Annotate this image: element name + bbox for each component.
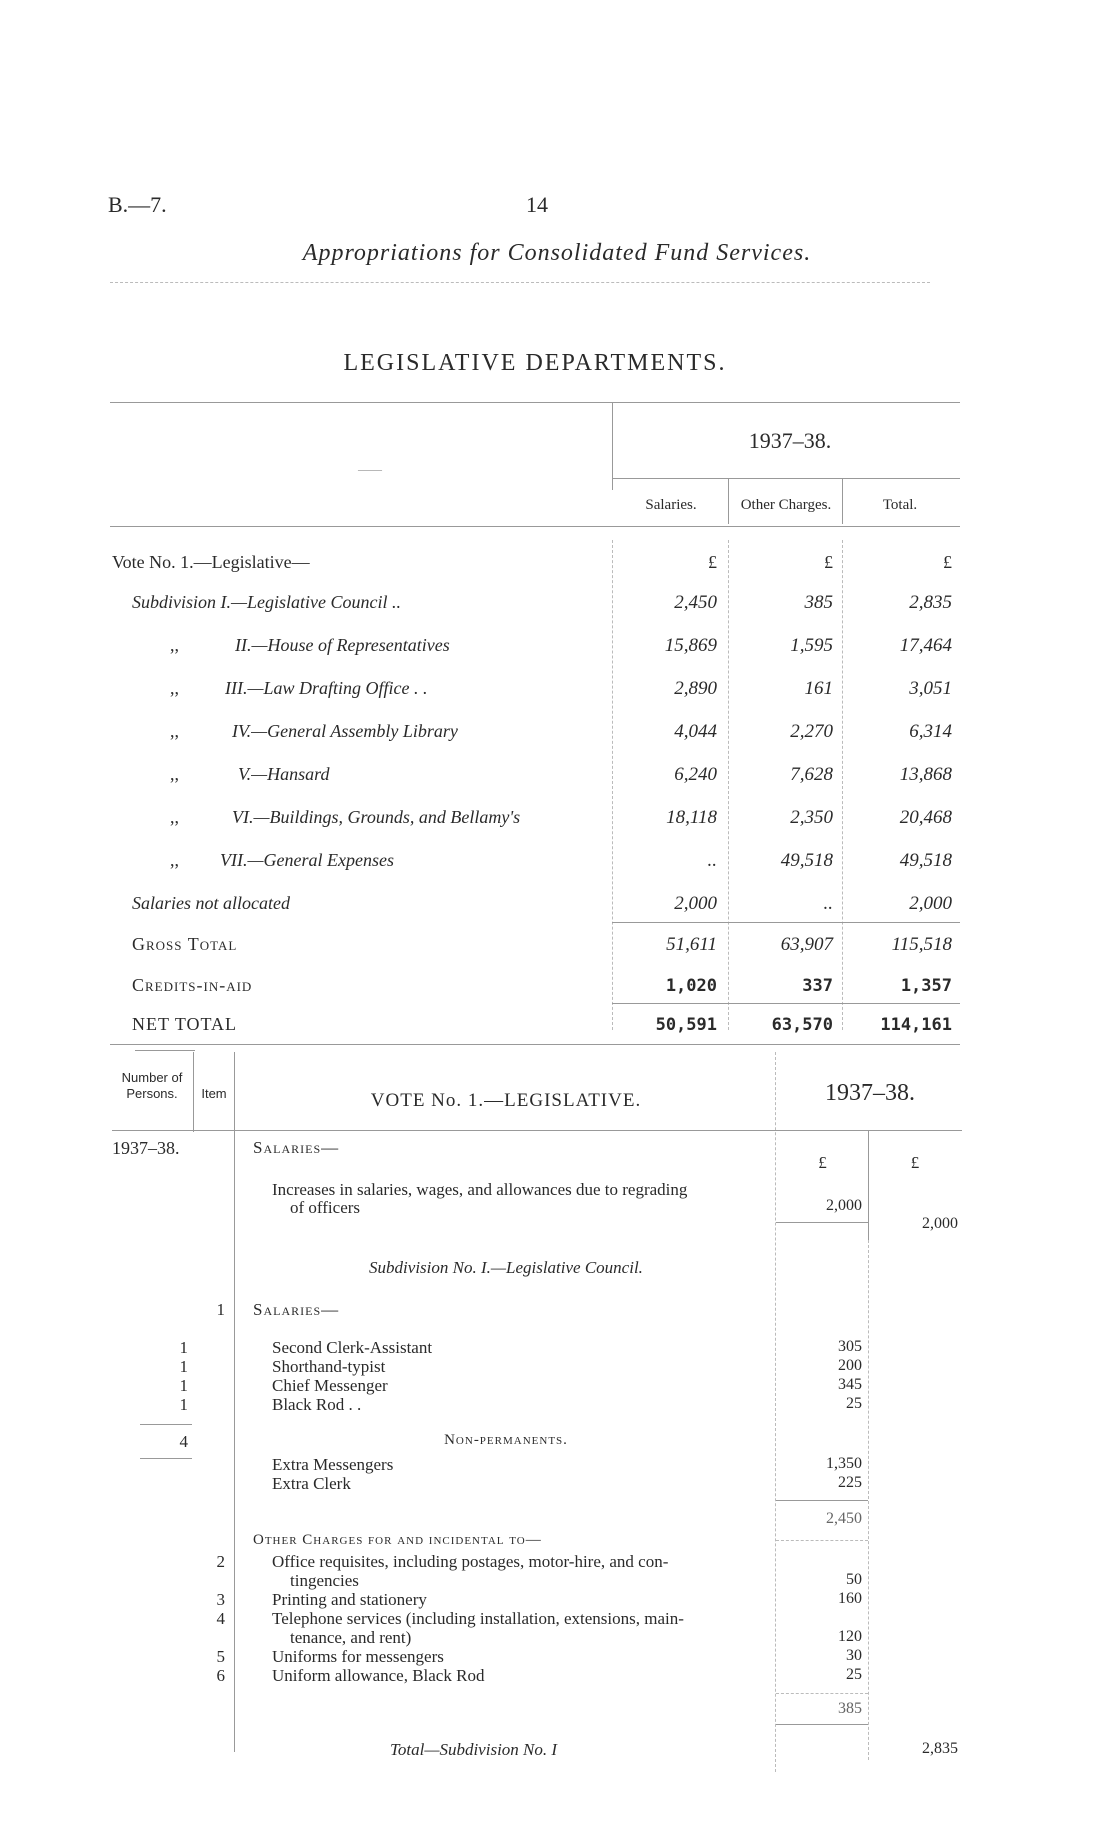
persons-total: 4 xyxy=(179,1432,188,1451)
net-other: 63,570 xyxy=(771,1015,833,1035)
row-other: 7,628 xyxy=(790,764,833,785)
vote-label: Vote No. 1.—Legislative— xyxy=(112,552,310,572)
row-other: 49,518 xyxy=(780,850,833,871)
item-number: 2 xyxy=(216,1552,225,1571)
item-col-sep xyxy=(234,1052,235,1752)
nonperm-label: Extra Clerk xyxy=(272,1474,351,1493)
row-salaries: 2,890 xyxy=(674,678,717,699)
other-item-line-1: Telephone services (including installation, extensions, main- xyxy=(272,1609,684,1628)
other-item-amount: 160 xyxy=(838,1590,862,1607)
summary-year: 1937–38. xyxy=(748,428,832,453)
gross-salaries: 51,611 xyxy=(666,934,717,955)
other-item-line-1: Uniforms for messengers xyxy=(272,1647,444,1666)
row-label: VII.—General Expenses xyxy=(220,850,394,870)
row-total: 3,051 xyxy=(909,678,952,699)
pound-other: £ xyxy=(824,552,833,572)
row-label: V.—Hansard xyxy=(238,764,330,784)
col-header-salaries: Salaries. xyxy=(645,497,697,513)
other-item-line-1: Office requisites, including postages, motor-hire, and con- xyxy=(272,1552,669,1571)
persons-year: 1937–38. xyxy=(112,1138,180,1158)
row-other: 161 xyxy=(804,678,833,699)
nonperm-heading: Non-permanents. xyxy=(444,1432,568,1448)
page-number: 14 xyxy=(526,192,548,217)
credits-total: 1,357 xyxy=(900,976,952,996)
increase-line-2: of officers xyxy=(290,1198,361,1217)
summary-top-rule xyxy=(110,402,960,403)
row-salaries: 2,000 xyxy=(674,893,717,914)
row-label: Salaries not allocated xyxy=(132,893,290,913)
staff-amount: 345 xyxy=(838,1376,862,1393)
ditto-mark: ,, xyxy=(170,678,179,698)
row-other: 385 xyxy=(804,592,833,613)
pound-total: £ xyxy=(943,552,952,572)
row-other: .. xyxy=(823,893,833,914)
item-number: 5 xyxy=(216,1647,225,1666)
persons-rule xyxy=(140,1424,192,1425)
item-number: 1 xyxy=(216,1300,225,1319)
row-label: IV.—General Assembly Library xyxy=(232,721,458,741)
pound-salaries: £ xyxy=(708,552,717,572)
row-label: Subdivision I.—Legislative Council .. xyxy=(132,592,401,612)
row-total: 2,000 xyxy=(909,893,952,914)
col-header-other: Other Charges. xyxy=(740,497,832,513)
staff-amount: 200 xyxy=(838,1357,862,1374)
staff-amount: 25 xyxy=(846,1395,862,1412)
ditto-mark: ,, xyxy=(170,850,179,870)
row-total: 6,314 xyxy=(909,721,952,742)
col-sep-1 xyxy=(728,478,729,524)
gross-other: 63,907 xyxy=(780,934,833,955)
salaries-heading: Salaries— xyxy=(253,1138,340,1157)
staff-label: Black Rod . . xyxy=(272,1395,362,1414)
net-rule xyxy=(612,1003,960,1004)
row-total: 2,835 xyxy=(909,592,952,613)
row-label: III.—Law Drafting Office . . xyxy=(225,678,428,698)
row-salaries: 2,450 xyxy=(674,592,717,613)
other-subtotal-rule xyxy=(776,1693,868,1694)
row-total: 13,868 xyxy=(899,764,952,785)
net-salaries: 50,591 xyxy=(655,1015,717,1035)
ditto-mark: ,, xyxy=(170,807,179,827)
row-total: 20,468 xyxy=(899,807,952,828)
gross-total: 115,518 xyxy=(891,934,952,955)
summary-divider xyxy=(612,402,613,490)
credits-other: 337 xyxy=(802,976,833,996)
row-total: 49,518 xyxy=(899,850,952,871)
amount-col-left xyxy=(775,1052,776,1772)
staff-label: Second Clerk-Assistant xyxy=(272,1338,433,1357)
document-reference: B.—7. xyxy=(108,192,167,217)
item-number: 3 xyxy=(216,1590,225,1609)
row-salaries: .. xyxy=(707,850,717,871)
credits-salaries: 1,020 xyxy=(665,976,717,996)
other-item-amount: 120 xyxy=(838,1628,862,1645)
other-item-amount: 25 xyxy=(846,1666,862,1683)
credits-label: Credits-in-aid xyxy=(132,975,253,995)
row-label: II.—House of Representatives xyxy=(235,635,450,655)
col-header-persons: Number of Persons. xyxy=(121,1070,183,1101)
other-item-line-2: tenance, and rent) xyxy=(290,1628,412,1647)
staff-amount: 305 xyxy=(838,1338,862,1355)
subdivision-total-label: Total—Subdivision No. I xyxy=(390,1740,558,1759)
summary-bottom-rule xyxy=(110,1044,960,1045)
item-salaries-heading: Salaries— xyxy=(253,1300,340,1319)
amount-col-mid xyxy=(868,1130,869,1240)
persons-total-rule xyxy=(140,1458,192,1459)
other-subtotal: 385 xyxy=(838,1700,862,1717)
nonperm-amount: 225 xyxy=(838,1474,862,1491)
nonperm-label: Extra Messengers xyxy=(272,1455,394,1474)
row-salaries: 4,044 xyxy=(674,721,717,742)
salaries-subtotal: 2,450 xyxy=(826,1510,862,1527)
increase-rule xyxy=(776,1222,868,1223)
department-heading: LEGISLATIVE DEPARTMENTS. xyxy=(343,350,727,376)
staff-label: Shorthand-typist xyxy=(272,1357,386,1376)
row-total: 17,464 xyxy=(899,635,952,656)
other-item-line-1: Uniform allowance, Black Rod xyxy=(272,1666,485,1685)
row-salaries: 18,118 xyxy=(666,807,717,828)
increase-total: 2,000 xyxy=(922,1215,958,1232)
row-other: 1,595 xyxy=(790,635,833,656)
total-rule xyxy=(776,1724,868,1725)
nonperm-amount: 1,350 xyxy=(826,1455,862,1472)
header-bottom-rule xyxy=(110,526,960,527)
item-number: 4 xyxy=(216,1609,225,1628)
ditto-mark: ,, xyxy=(170,721,179,741)
item-number: 6 xyxy=(216,1666,225,1685)
row-other: 2,270 xyxy=(790,721,833,742)
detail-top-stub xyxy=(135,1050,195,1051)
net-total: 114,161 xyxy=(880,1015,952,1035)
persons-col-sep xyxy=(193,1052,194,1132)
salaries-subtotal-rule xyxy=(776,1500,868,1501)
gross-rule xyxy=(612,922,960,923)
other-item-amount: 50 xyxy=(846,1571,862,1588)
title-rule xyxy=(110,282,930,283)
row-other: 2,350 xyxy=(790,807,833,828)
subdivision-total-amount: 2,835 xyxy=(922,1740,958,1757)
col-header-item: Item xyxy=(201,1086,227,1101)
net-total-label: NET TOTAL xyxy=(132,1014,238,1034)
stub-dash: —— xyxy=(358,462,382,476)
detail-year: 1937–38. xyxy=(825,1080,915,1106)
col-sep-2 xyxy=(842,478,843,524)
staff-label: Chief Messenger xyxy=(272,1376,388,1395)
amount-col-mid-dash xyxy=(868,1240,869,1760)
other-top-rule xyxy=(776,1540,868,1541)
gross-total-label: Gross Total xyxy=(132,934,238,954)
other-charges-heading: Other Charges for and incidental to— xyxy=(253,1532,542,1548)
detail-header-rule xyxy=(112,1130,962,1131)
persons-count: 1 xyxy=(179,1357,188,1376)
row-label: VI.—Buildings, Grounds, and Bellamy's xyxy=(232,807,521,827)
pound-col-a: £ xyxy=(818,1153,827,1172)
persons-count: 1 xyxy=(179,1395,188,1414)
ditto-mark: ,, xyxy=(170,764,179,784)
increase-amount: 2,000 xyxy=(826,1197,862,1214)
row-salaries: 15,869 xyxy=(664,635,717,656)
page-title: Appropriations for Consolidated Fund Services. xyxy=(302,240,812,266)
year-rule xyxy=(612,478,960,479)
row-salaries: 6,240 xyxy=(674,764,717,785)
increase-line-1: Increases in salaries, wages, and allowances due to regrading xyxy=(272,1180,688,1199)
vote-title: VOTE No. 1.—LEGISLATIVE. xyxy=(370,1090,642,1111)
persons-count: 1 xyxy=(179,1376,188,1395)
ditto-mark: ,, xyxy=(170,635,179,655)
other-item-amount: 30 xyxy=(846,1647,862,1664)
persons-count: 1 xyxy=(179,1338,188,1357)
subdivision-title: Subdivision No. I.—Legislative Council. xyxy=(369,1258,643,1277)
other-item-line-2: tingencies xyxy=(290,1571,359,1590)
col-header-total: Total. xyxy=(882,497,918,513)
pound-col-b: £ xyxy=(910,1153,920,1172)
other-item-line-1: Printing and stationery xyxy=(272,1590,427,1609)
